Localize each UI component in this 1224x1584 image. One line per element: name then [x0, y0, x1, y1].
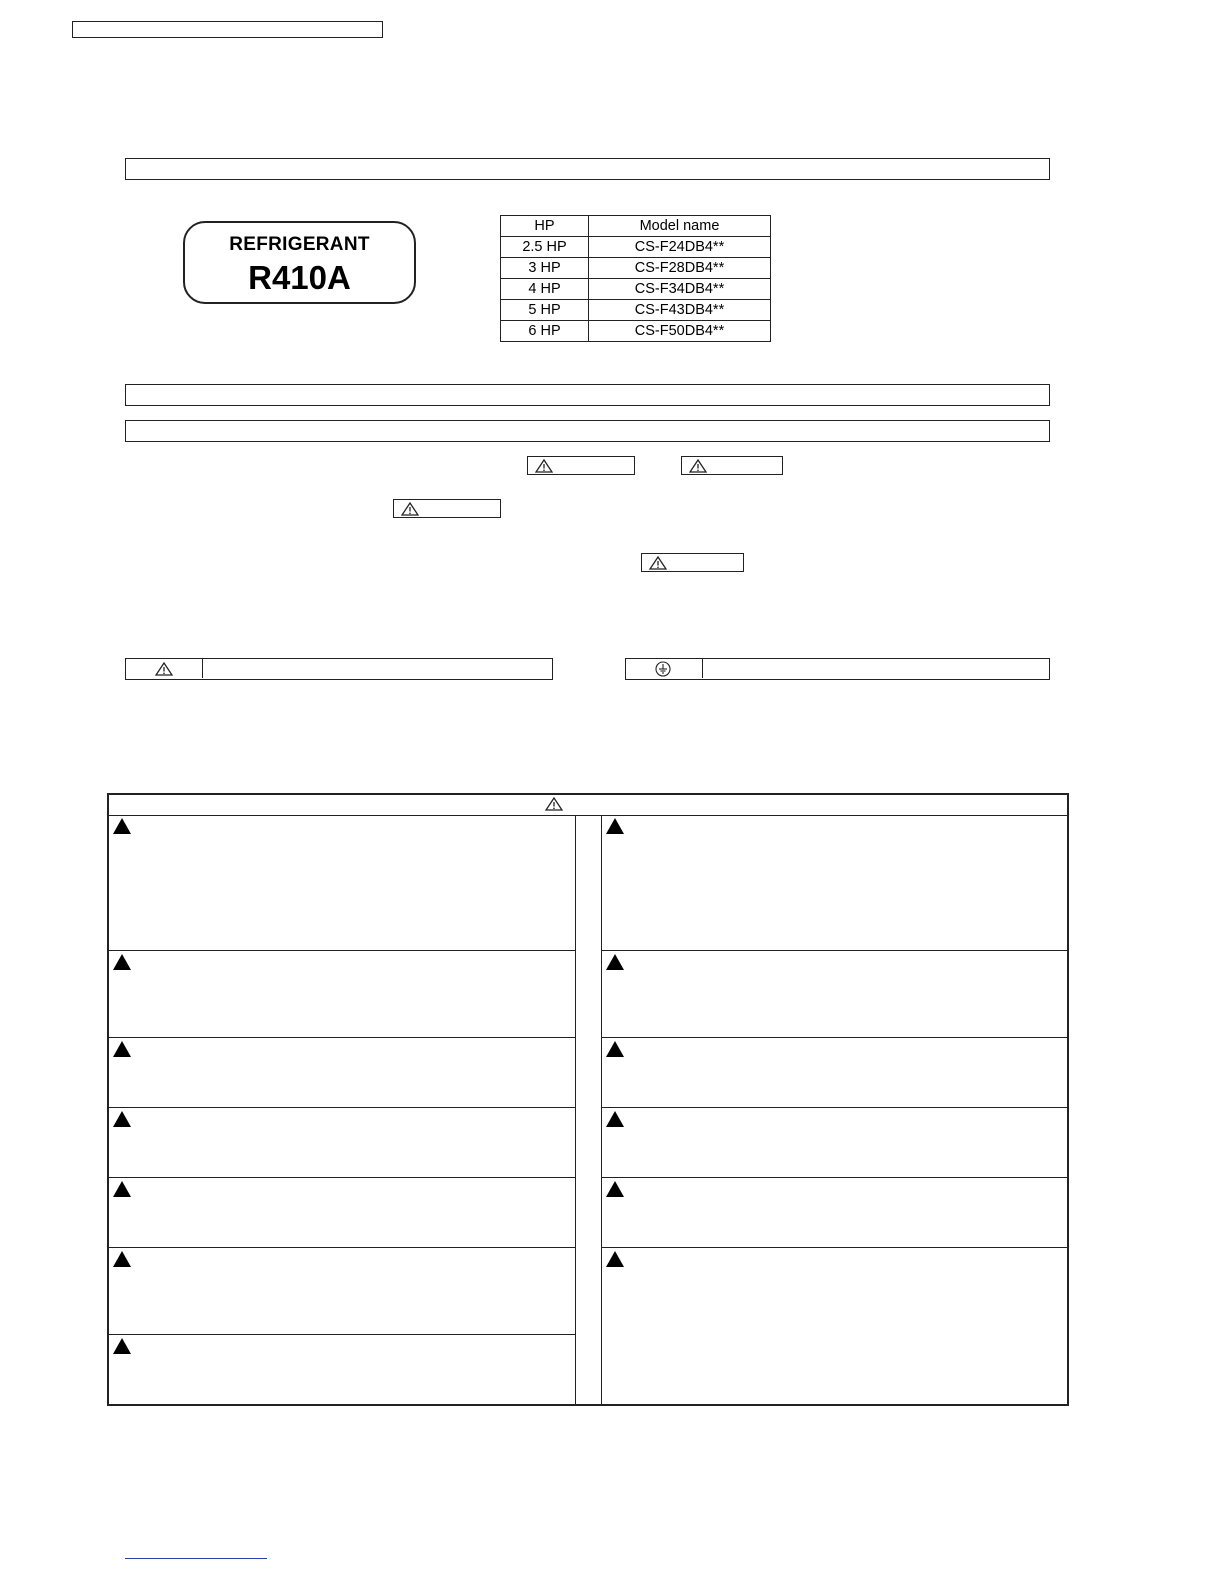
refrigerant-label-line1: REFRIGERANT	[229, 234, 370, 255]
solid-warning-triangle-icon	[113, 1338, 131, 1354]
warning-item	[109, 1249, 575, 1334]
table-row	[501, 258, 771, 279]
solid-warning-triangle-icon	[606, 1111, 624, 1127]
section-title-bar	[125, 158, 1050, 180]
warning-item	[602, 1249, 1067, 1406]
table-header-model: Model name	[589, 216, 771, 237]
table-row	[501, 279, 771, 300]
solid-warning-triangle-icon	[606, 1041, 624, 1057]
section-title-bar	[125, 384, 1050, 406]
warning-item	[602, 1109, 1067, 1177]
table-header-row	[501, 216, 771, 237]
caution-inline-box	[641, 553, 744, 572]
solid-warning-triangle-icon	[113, 818, 131, 834]
refrigerant-label	[183, 221, 416, 304]
solid-warning-triangle-icon	[113, 1111, 131, 1127]
warning-triangle-icon	[545, 797, 563, 811]
model-table	[500, 215, 771, 342]
warning-item	[109, 1179, 575, 1247]
solid-warning-triangle-icon	[113, 1041, 131, 1057]
caution-inline-box	[681, 456, 783, 475]
solid-warning-triangle-icon	[113, 954, 131, 970]
symbol-legend-warning	[125, 658, 553, 680]
warning-item	[602, 816, 1067, 950]
symbol-legend-ground	[625, 658, 1050, 680]
table-row	[501, 321, 771, 342]
warning-item	[109, 952, 575, 1037]
ground-symbol-icon	[655, 661, 671, 677]
table-row	[501, 237, 771, 258]
warning-triangle-icon	[401, 502, 419, 516]
solid-warning-triangle-icon	[606, 818, 624, 834]
warning-item	[109, 1109, 575, 1177]
header-box	[72, 21, 383, 38]
warning-table	[107, 793, 1069, 1406]
column-divider	[575, 815, 602, 1404]
table-header-hp: HP	[501, 216, 589, 237]
warning-item	[602, 1179, 1067, 1247]
table-cell-model: CS-F43DB4**	[589, 300, 771, 321]
table-cell-model: CS-F24DB4**	[589, 237, 771, 258]
warning-item	[109, 1039, 575, 1107]
solid-warning-triangle-icon	[113, 1251, 131, 1267]
table-cell-model: CS-F28DB4**	[589, 258, 771, 279]
warning-triangle-icon	[535, 459, 553, 473]
warning-item	[109, 1336, 575, 1406]
table-cell-hp: 3 HP	[501, 258, 589, 279]
solid-warning-triangle-icon	[606, 1181, 624, 1197]
solid-warning-triangle-icon	[606, 954, 624, 970]
warning-triangle-icon	[689, 459, 707, 473]
table-cell-hp: 5 HP	[501, 300, 589, 321]
solid-warning-triangle-icon	[606, 1251, 624, 1267]
warning-triangle-icon	[649, 556, 667, 570]
warning-item	[602, 1039, 1067, 1107]
warning-item	[109, 816, 575, 950]
table-row	[501, 300, 771, 321]
warning-inline-box	[527, 456, 635, 475]
table-cell-hp: 6 HP	[501, 321, 589, 342]
table-cell-hp: 2.5 HP	[501, 237, 589, 258]
table-cell-model: CS-F34DB4**	[589, 279, 771, 300]
solid-warning-triangle-icon	[113, 1181, 131, 1197]
table-cell-model: CS-F50DB4**	[589, 321, 771, 342]
warning-inline-box	[393, 499, 501, 518]
footer-link-underline[interactable]	[125, 1558, 267, 1559]
table-cell-hp: 4 HP	[501, 279, 589, 300]
warning-item	[602, 952, 1067, 1037]
warning-table-header	[109, 795, 1067, 816]
warning-triangle-icon	[155, 662, 173, 676]
section-title-bar	[125, 420, 1050, 442]
refrigerant-label-line2: R410A	[248, 259, 351, 296]
